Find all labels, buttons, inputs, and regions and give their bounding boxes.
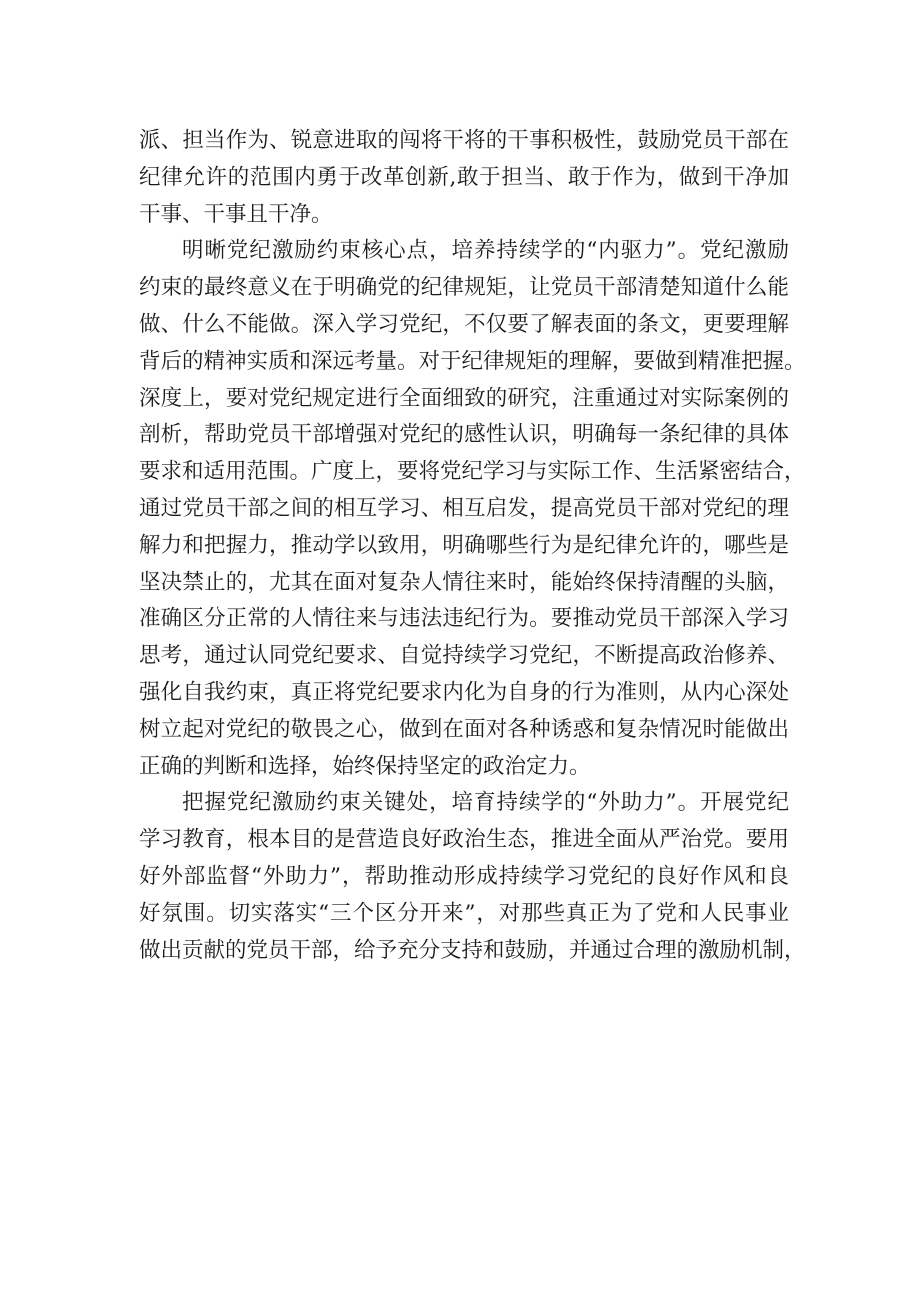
paragraph-2-line: 解力和把握力，推动学以致用，明确哪些行为是纪律允许的，哪些是 — [139, 532, 789, 558]
paragraph-1-line: 干事、干事且干净。 — [139, 201, 333, 227]
paragraph-2-line: 背后的精神实质和深远考量。对于纪律规矩的理解，要做到精准把握。 — [139, 348, 806, 374]
paragraph-2-line: 通过党员干部之间的相互学习、相互启发，提高党员干部对党纪的理 — [139, 495, 789, 521]
paragraph-2-line: 深度上，要对党纪规定进行全面细致的研究，注重通过对实际案例的 — [139, 385, 789, 411]
paragraph-2-line: 强化自我约束，真正将党纪要求内化为自身的行为准则，从内心深处 — [139, 679, 789, 705]
paragraph-2-line: 要求和适用范围。广度上，要将党纪学习与实际工作、生活紧密结合， — [139, 459, 806, 485]
paragraph-2-line: 坚决禁止的，尤其在面对复杂人情往来时，能始终保持清醒的头脑， — [139, 569, 789, 595]
document-body — [139, 123, 806, 969]
paragraph-3-line: 把握党纪激励约束关键处，培育持续学的“外助力”。开展党纪 — [182, 790, 789, 816]
paragraph-2-line: 做、什么不能做。深入学习党纪，不仅要了解表面的条文，更要理解 — [139, 311, 789, 337]
paragraph-3-line: 学习教育，根本目的是营造良好政治生态，推进全面从严治党。要用 — [139, 827, 789, 853]
paragraph-1-line: 派、担当作为、锐意进取的闯将干将的干事积极性，鼓励党员干部在 — [139, 128, 789, 153]
paragraph-2-line: 准确区分正常的人情往来与违法违纪行为。要推动党员干部深入学习 — [139, 606, 789, 632]
paragraph-2-line: 思考，通过认同党纪要求、自觉持续学习党纪，不断提高政治修养、 — [139, 643, 789, 669]
paragraph-2-line: 剖析，帮助党员干部增强对党纪的感性认识，明确每一条纪律的具体 — [139, 422, 789, 448]
paragraph-2-line: 树立起对党纪的敬畏之心，做到在面对各种诱惑和复杂情况时能做出 — [139, 716, 789, 742]
paragraph-3-line: 好氛围。切实落实“三个区分开来”，对那些真正为了党和人民事业 — [139, 900, 789, 926]
paragraph-2-line: 约束的最终意义在于明确党的纪律规矩，让党员干部清楚知道什么能 — [139, 275, 789, 301]
paragraph-2-line: 明晰党纪激励约束核心点，培养持续学的“内驱力”。党纪激励 — [182, 238, 789, 264]
paragraph-3-line: 做出贡献的党员干部，给予充分支持和鼓励，并通过合理的激励机制， — [139, 937, 806, 963]
paragraph-1-line: 纪律允许的范围内勇于改革创新,敢于担当、敢于作为，做到干净加 — [139, 164, 789, 190]
paragraph-2-line: 正确的判断和选择，始终保持坚定的政治定力。 — [139, 753, 591, 779]
paragraph-3-line: 好外部监督“外助力”，帮助推动形成持续学习党纪的良好作风和良 — [139, 863, 789, 889]
